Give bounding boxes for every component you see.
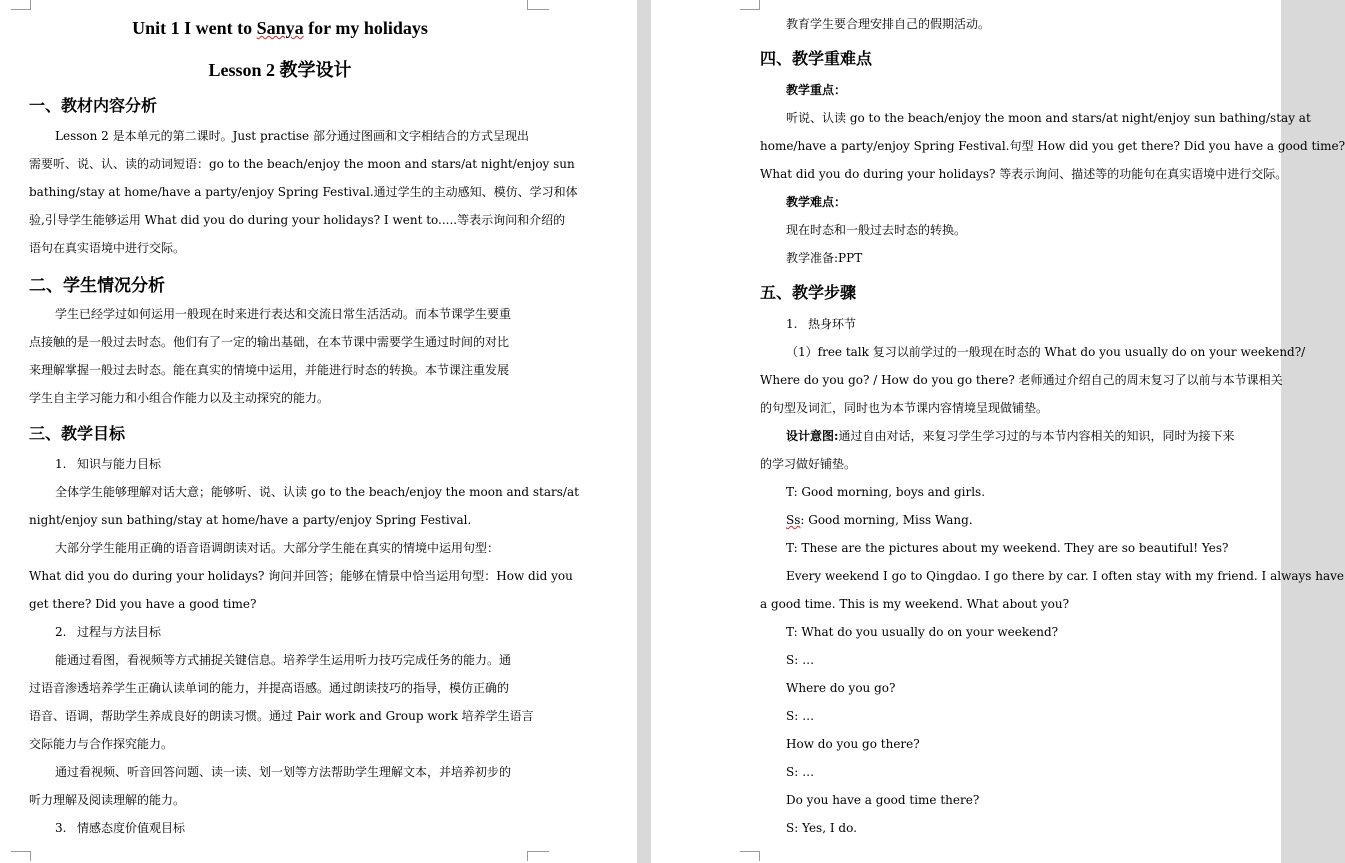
dialog-line: S: … <box>786 765 815 779</box>
dialog-line: S: … <box>786 709 815 723</box>
dialog-line: Ss: Good morning, Miss Wang. <box>786 513 973 527</box>
section-heading: 二、学生情况分析 <box>29 276 165 296</box>
dialog-line: T: Good morning, boys and girls. <box>786 485 986 499</box>
paragraph-line: Lesson 2 是本单元的第二课时。Just practise 部分通过图画和文字相结合的方式呈现出 <box>55 129 529 143</box>
list-item <box>29 450 531 478</box>
spellcheck-word[interactable]: Sanya <box>256 18 304 38</box>
crop-mark <box>740 0 760 10</box>
list-item <box>29 814 531 842</box>
dialog-line: Where do you go? <box>786 681 896 695</box>
dialog-line: Every weekend I go to Qingdao. I go there by car. I often stay with my friend. I always have <box>786 569 1345 583</box>
list-label: 过程与方法目标 <box>77 625 162 639</box>
dialog-line: How do you go there? <box>786 737 920 751</box>
section-body <box>29 300 531 412</box>
paragraph-line: What did you do during your holidays? 等表示询问、描述等的功能句在真实语境中进行交际。 <box>760 167 1288 181</box>
paragraph-line: 听说、认读 go to the beach/enjoy the moon and stars/at night/enjoy sun bathing/stay at <box>786 111 1311 125</box>
paragraph-line: 教学准备:PPT <box>786 251 863 265</box>
crop-mark <box>11 851 31 861</box>
paragraph-line: 教育学生要合理安排自己的假期活动。 <box>786 17 991 31</box>
dialog-line: a good time. This is my weekend. What about you? <box>760 597 1070 611</box>
section-body <box>29 450 579 842</box>
design-intent-line: 设计意图:通过自由对话，来复习学生学习过的与本节内容相关的知识，同时为接下来 <box>786 429 1235 443</box>
list-number: 1. <box>786 317 798 331</box>
spellcheck-word[interactable]: Ss <box>786 513 801 527</box>
dialog-line: T: These are the pictures about my weekend. They are so beautiful! Yes? <box>786 541 1229 555</box>
paragraph-line: home/have a party/enjoy Spring Festival.句型 How did you get there? Did you have a good time? <box>760 139 1345 153</box>
dialog-line: Do you have a good time there? <box>786 793 980 807</box>
paragraph-line: 全体学生能够理解对话大意；能够听、说、认读 go to the beach/enjoy the moon and stars/at <box>55 485 579 499</box>
crop-mark <box>740 851 760 861</box>
paragraph-line: （1）free talk 复习以前学过的一般现在时态的 What do you usually do on your weekend?/ <box>786 345 1306 359</box>
paragraph-line: night/enjoy sun bathing/stay at home/have a party/enjoy Spring Festival. <box>29 513 472 527</box>
paragraph-line: bathing/stay at home/have a party/enjoy Spring Festival.通过学生的主动感知、模仿、学习和体 <box>29 185 578 199</box>
list-number: 2. <box>55 625 67 639</box>
section-body <box>29 122 578 262</box>
list-label: 热身环节 <box>808 317 857 331</box>
list-number: 1. <box>55 457 67 471</box>
crop-mark <box>11 0 31 10</box>
paragraph-line: 现在时态和一般过去时态的转换。 <box>786 223 967 237</box>
paragraph-line: Where do you go? / How do you go there? 老师通过介绍自己的周末复习了以前与本节课相关 <box>760 373 1283 387</box>
section-heading: 三、教学目标 <box>29 424 126 443</box>
design-intent-label: 设计意图: <box>786 429 839 443</box>
document-subtitle: Lesson 2 教学设计 <box>208 60 352 80</box>
paragraph-line: 听力理解及阅读理解的能力。 <box>29 793 186 807</box>
paragraph-line: 交际能力与合作探究能力。 <box>29 737 174 751</box>
paragraph-line: 学生已经学过如何运用一般现在时来进行表达和交流日常生活活动。而本节课学生要重 <box>55 307 512 321</box>
paragraph-line: 的句型及词汇，同时也为本节课内容情境呈现做铺垫。 <box>760 401 1049 415</box>
section-body <box>760 310 1345 842</box>
paragraph-line: get there? Did you have a good time? <box>29 597 257 611</box>
paragraph-line: 的学习做好铺垫。 <box>760 457 857 471</box>
key-points-label: 教学重点： <box>786 83 847 97</box>
paragraph-line: 验,引导学生能够运用 What did you do during your holidays? I went to.....等表示询问和介绍的 <box>29 213 566 227</box>
list-number: 3. <box>55 821 67 835</box>
difficulty-label: 教学难点： <box>786 195 847 209</box>
paragraph-line: What did you do during your holidays? 询问并回答；能够在情景中恰当运用句型：How did you <box>29 569 573 583</box>
section-heading: 一、教材内容分析 <box>29 96 158 115</box>
paragraph-line: 需要听、说、认、读的动词短语：go to the beach/enjoy the moon and stars/at night/enjoy sun <box>29 157 575 171</box>
dialog-line: T: What do you usually do on your weekend? <box>786 625 1059 639</box>
list-label: 情感态度价值观目标 <box>77 821 186 835</box>
section-heading: 四、教学重难点 <box>760 49 873 68</box>
paragraph-line: 能通过看图，看视频等方式捕捉关键信息。培养学生运用听力技巧完成任务的能力。通 <box>55 653 512 667</box>
paragraph-line: 语句在真实语境中进行交际。 <box>29 241 186 255</box>
paragraph-line: 点接触的是一般过去时态。他们有了一定的输出基础，在本节课中需要学生通过时间的对比 <box>29 335 510 349</box>
dialog-line: S: Yes, I do. <box>786 821 857 835</box>
section-body <box>760 76 1345 272</box>
crop-mark <box>527 851 549 861</box>
document-page-left <box>0 0 637 863</box>
paragraph-line: 语音、语调，帮助学生养成良好的朗读习惯。通过 Pair work and Group work 培养学生语言 <box>29 709 534 723</box>
paragraph-line: 来理解掌握一般过去时态。能在真实的情境中运用，并能进行时态的转换。本节课注重发展 <box>29 363 510 377</box>
document-page-right <box>651 0 1345 863</box>
crop-mark <box>527 0 549 10</box>
list-label: 知识与能力目标 <box>77 457 162 471</box>
section-heading: 五、教学步骤 <box>760 283 857 302</box>
list-item <box>760 310 1266 338</box>
list-item <box>29 618 531 646</box>
document-title: Unit 1 I went to Sanya for my holidays <box>132 18 428 38</box>
paragraph-line: 学生自主学习能力和小组合作能力以及主动探究的能力。 <box>29 391 330 405</box>
paragraph-line: 大部分学生能用正确的语音语调朗读对话。大部分学生能在真实的情境中运用句型： <box>55 541 500 555</box>
dialog-line: S: … <box>786 653 815 667</box>
paragraph-line: 过语音渗透培养学生正确认读单词的能力，并提高语感。通过朗读技巧的指导，模仿正确的 <box>29 681 510 695</box>
paragraph-line: 通过看视频、听音回答问题、读一读、划一划等方法帮助学生理解文本，并培养初步的 <box>55 765 512 779</box>
